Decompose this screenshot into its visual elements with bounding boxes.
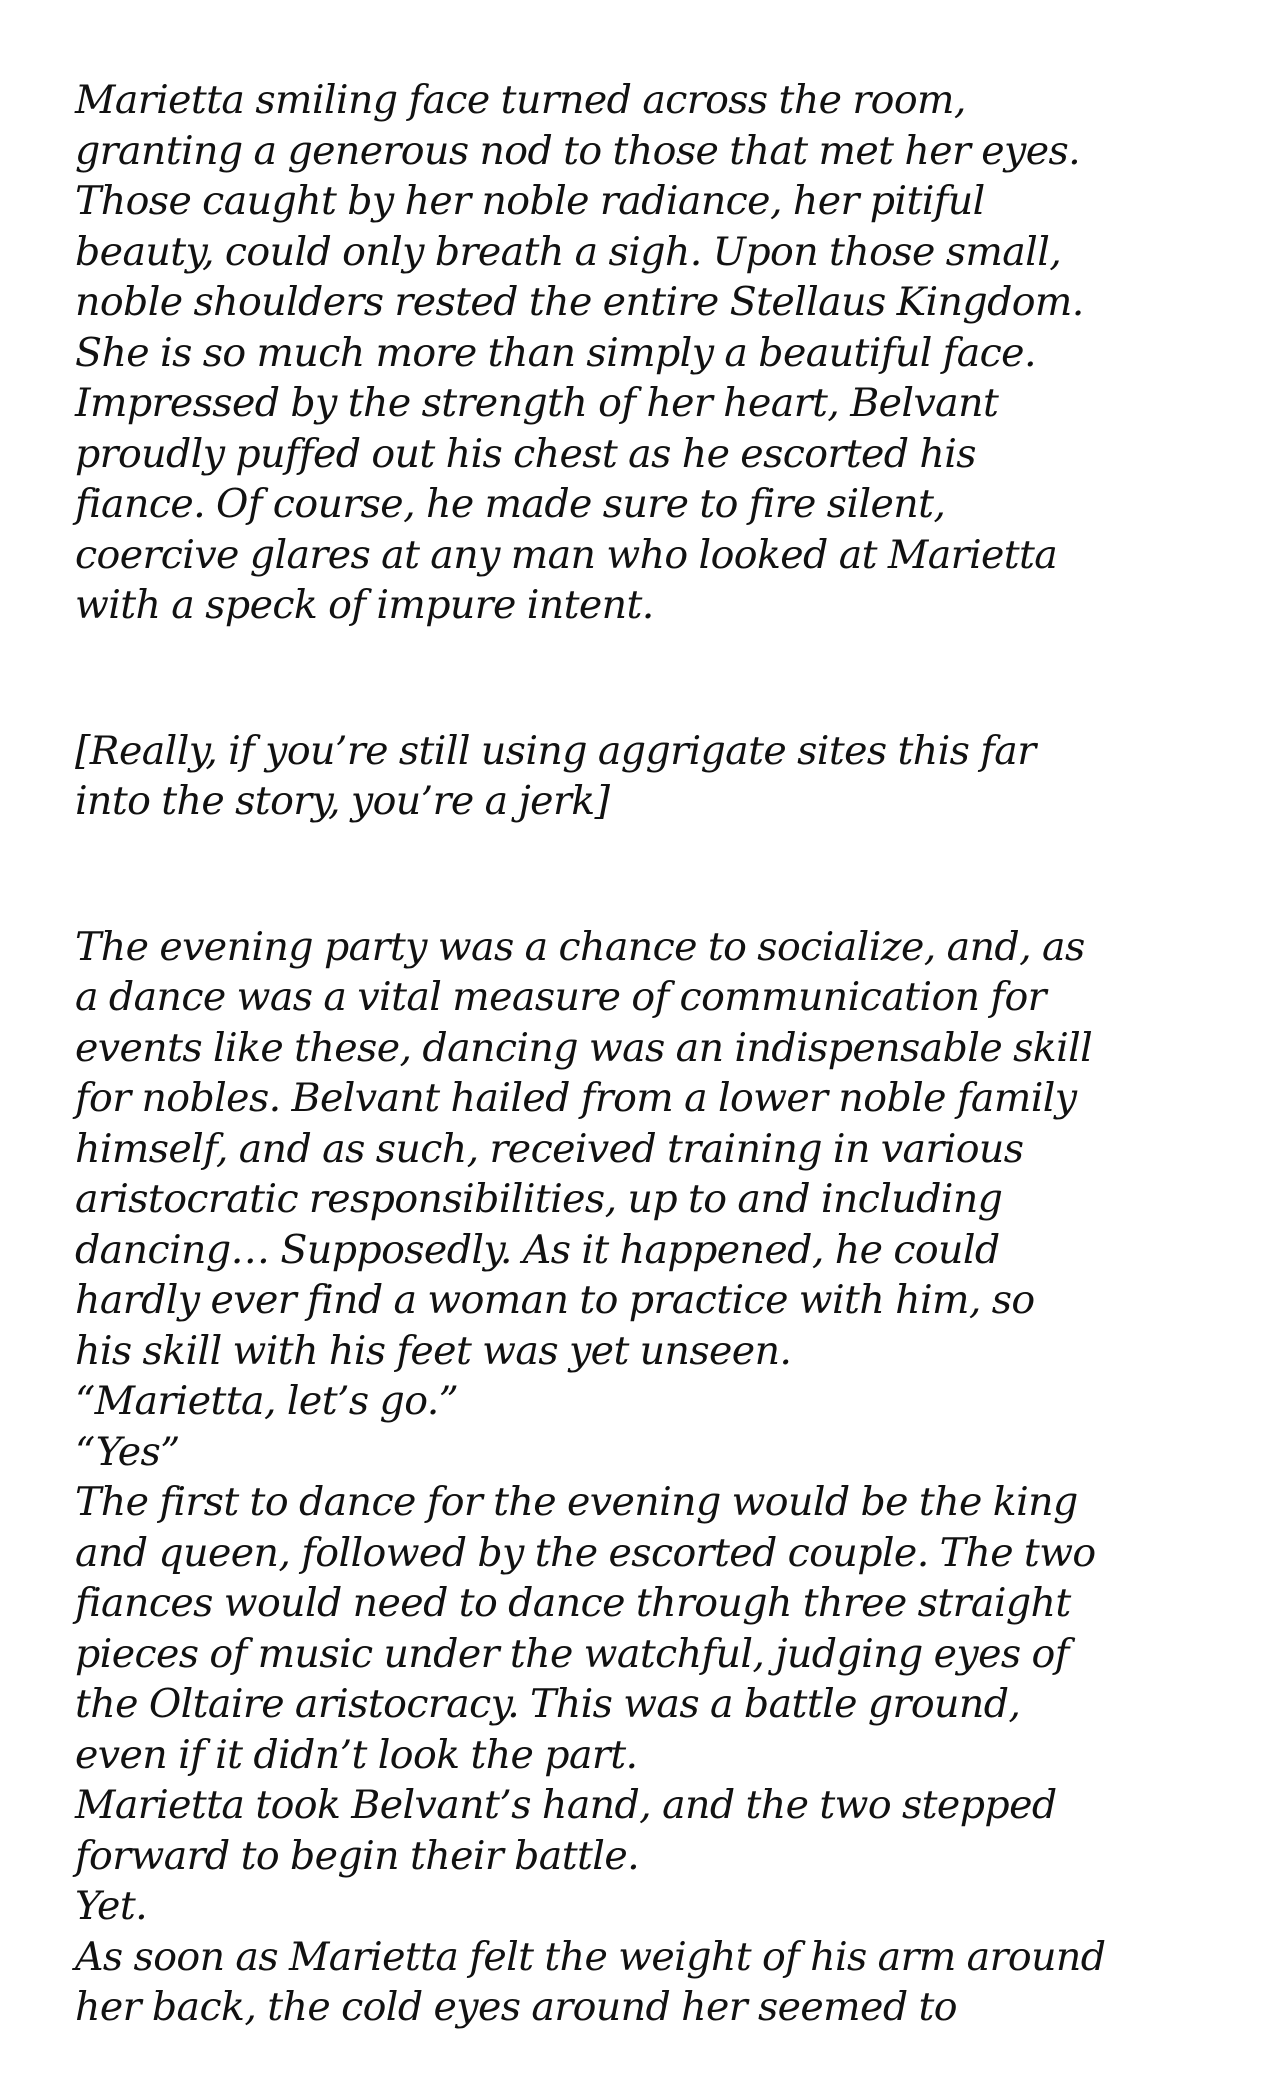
text-line: Yet. [75,1883,148,1929]
dialogue-line: “Marietta, let’s go.” [75,1378,459,1424]
text-line: Those caught by her noble radiance, her pitiful [75,178,985,224]
text-line: pieces of music under the watchful, judging eyes of [75,1630,1069,1677]
text-line: with a speck of impure intent. [75,582,654,628]
document-page [75,75,1215,2033]
translator-note [75,726,1215,827]
text-line: his skill with his feet was yet unseen. [75,1327,792,1374]
paragraph-marietta-smile [75,75,1215,631]
text-line: proudly puffed out his chest as he escorted his [75,430,976,477]
text-line: forward to begin their battle. [75,1832,640,1879]
text-line: the Oltaire aristocracy. This was a battle ground, [75,1681,1021,1727]
paragraph-gap [75,631,1215,726]
text-line: noble shoulders rested the entire Stellaus Kingdom. [75,279,1084,325]
text-line: a dance was a vital measure of communication for [75,974,1046,1020]
text-line: dancing… Supposedly. As it happened, he could [75,1226,1000,1273]
text-line: fiances would need to dance through three straight [75,1580,1071,1626]
text-line: Marietta smiling face turned across the room, [75,77,966,123]
text-line: hardly ever find a woman to practice with him, so [75,1277,1035,1323]
dialogue-line: “Yes” [75,1428,180,1475]
text-line: The first to dance for the evening would be the king [75,1479,1078,1525]
text-line: Marietta took Belvant’s hand, and the two stepped [75,1782,1057,1828]
text-line: her back, the cold eyes around her seemed to [75,1984,957,2030]
text-line: fiance. Of course, he made sure to fire silent, [75,481,946,527]
text-line: for nobles. Belvant hailed from a lower noble family [75,1075,1077,1121]
text-line: even if it didn’t look the part. [75,1731,638,1778]
text-line: himself, and as such, received training in various [75,1125,1024,1172]
text-line: aristocratic responsibilities, up to and including [75,1176,1003,1222]
text-line: events like these, dancing was an indispensable skill [75,1024,1093,1071]
text-line: She is so much more than simply a beautiful face. [75,329,1036,376]
paragraph-gap [75,827,1215,922]
text-line: Impressed by the strength of her heart, Belvant [75,380,999,426]
text-line: and queen, followed by the escorted couple. The two [75,1529,1096,1576]
text-line: [Really, if you’re still using aggrigate sites this far [75,727,1036,774]
text-line: coercive glares at any man who looked at Marietta [75,531,1058,578]
paragraph-evening-party [75,922,1215,2033]
text-line: into the story, you’re a jerk] [75,778,610,824]
text-line: As soon as Marietta felt the weight of his arm around [75,1933,1106,1980]
text-line: beauty, could only breath a sigh. Upon those small, [75,228,1062,275]
text-line: The evening party was a chance to socialize, and, as [75,923,1085,970]
text-line: granting a generous nod to those that met her eyes. [75,127,1081,174]
